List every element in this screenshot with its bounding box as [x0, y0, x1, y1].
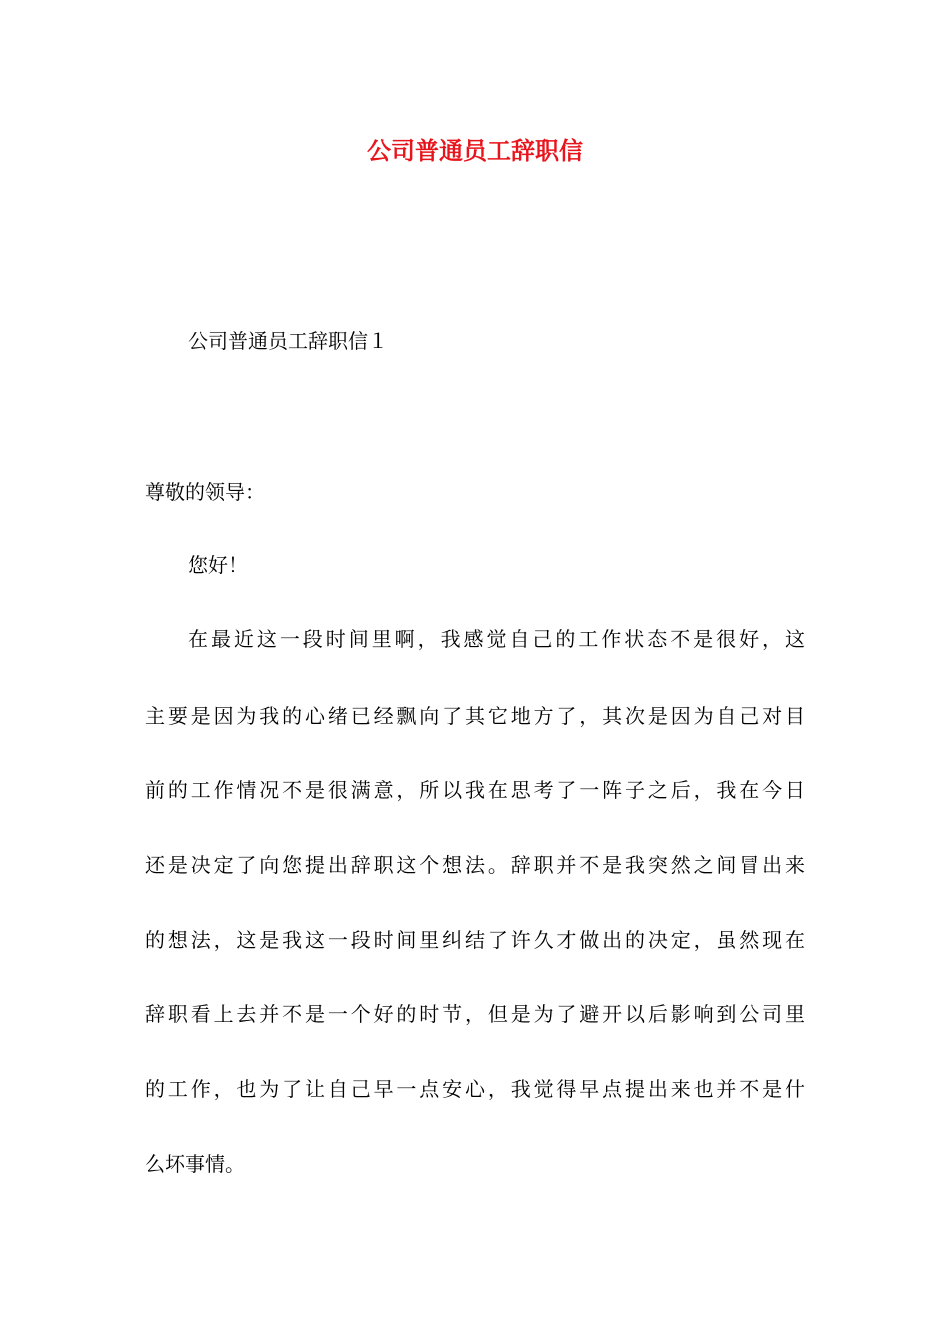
- body-line: 么坏事情。: [145, 1152, 245, 1176]
- letter-heading: 公司普通员工辞职信１: [188, 329, 388, 353]
- greeting: 您好！: [188, 553, 248, 577]
- body-line: 的想法，这是我这一段时间里纠结了许久才做出的决定，虽然现在: [145, 928, 805, 952]
- salutation: 尊敬的领导：: [145, 480, 265, 504]
- body-line: 在最近这一段时间里啊，我感觉自己的工作状态不是很好，这: [188, 627, 805, 651]
- body-line: 辞职看上去并不是一个好的时节，但是为了避开以后影响到公司里: [145, 1002, 805, 1026]
- body-line: 主要是因为我的心绪已经飘向了其它地方了，其次是因为自己对目: [145, 704, 805, 728]
- document-title: 公司普通员工辞职信: [367, 136, 583, 165]
- body-line: 前的工作情况不是很满意，所以我在思考了一阵子之后，我在今日: [145, 778, 805, 802]
- body-line: 还是决定了向您提出辞职这个想法。辞职并不是我突然之间冒出来: [145, 853, 805, 877]
- body-line: 的工作，也为了让自己早一点安心，我觉得早点提出来也并不是什: [145, 1077, 805, 1101]
